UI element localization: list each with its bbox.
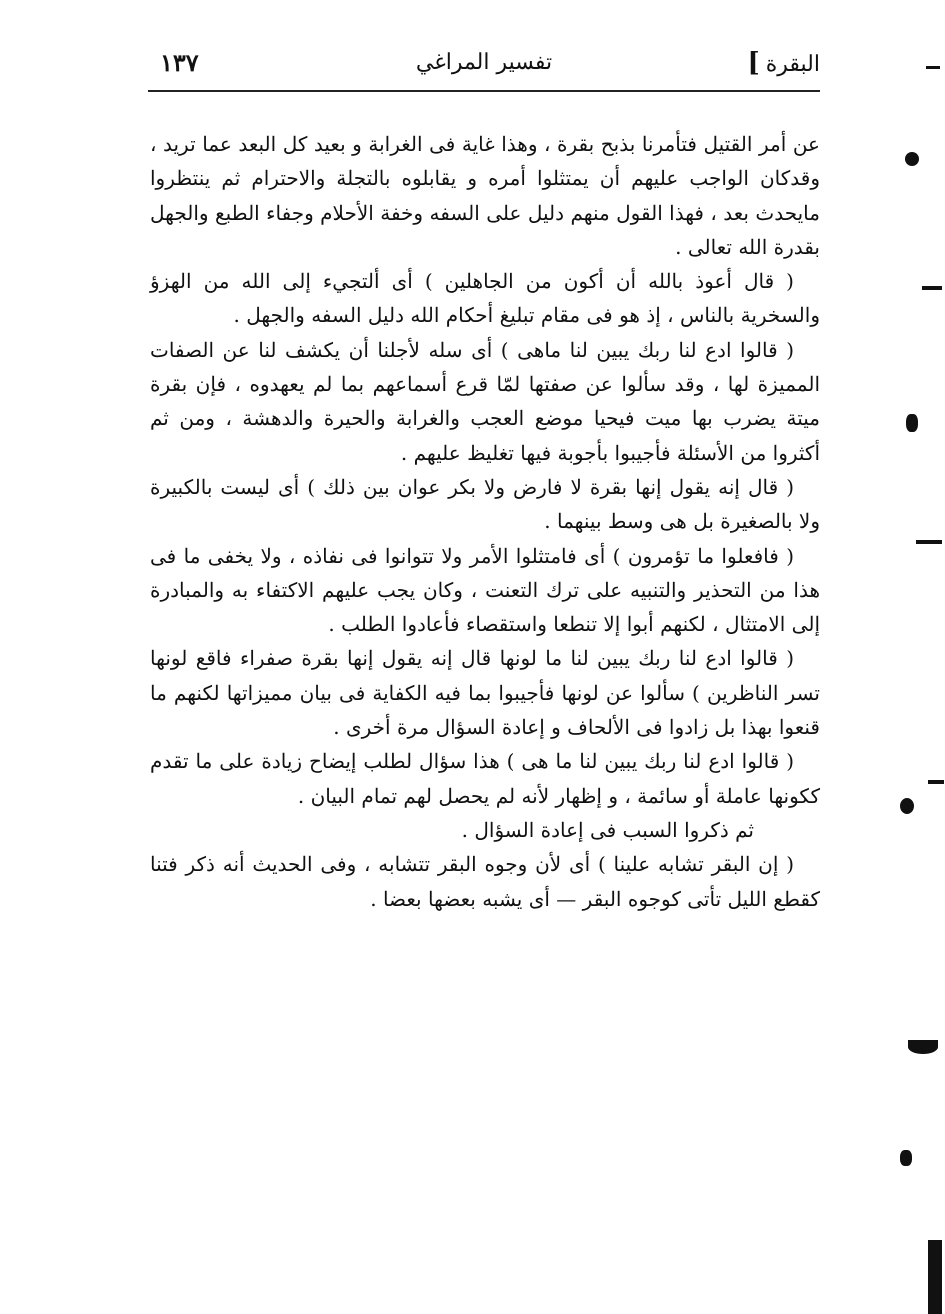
paragraph-2: ( قال أعوذ بالله أن أكون من الجاهلين ) أى ألتجيء إلى الله من الهزؤ والسخرية بالناس ، إذ هو فى مقام تبليغ أحكام الله دليل السفه والجهل . (150, 269, 820, 328)
page-body (150, 127, 820, 916)
paragraph-6: ( قالوا ادع لنا ربك يبين لنا ما لونها قال إنه يقول إنها بقرة صفراء فاقع لونها تسر الناظرين ) سألوا عن لونها فأجيبوا بما فيه الكفاية فى بيان مميزاتها لكنهم ما قنعوا بهذا بل زادوا فى الألحاف و إعادة السؤال مرة أخرى . (150, 646, 820, 740)
scan-edge (928, 1240, 942, 1314)
paragraph-7: ( قالوا ادع لنا ربك يبين لنا ما هى ) هذا سؤال لطلب إيضاح زيادة على ما تقدم ككونها عاملة أو سائمة ، و إظهار لأنه لم يحصل لهم تمام البيان . (150, 749, 820, 808)
scan-speck (900, 1150, 912, 1166)
scan-speck (928, 780, 944, 784)
scan-speck (908, 1040, 938, 1054)
scan-speck (922, 286, 942, 290)
scan-speck (905, 152, 919, 166)
paragraph-9: ( إن البقر تشابه علينا ) أى لأن وجوه البقر تتشابه ، وفى الحديث أنه ذكر فتنا كقطع الليل تأتى كوجوه البقر — أى يشبه بعضها بعضا . (150, 852, 820, 911)
page-header (148, 44, 820, 90)
scan-speck (906, 414, 918, 432)
scan-speck (926, 66, 940, 69)
paragraph-4: ( قال إنه يقول إنها بقرة لا فارض ولا بكر عوان بين ذلك ) أى ليست بالكبيرة ولا بالصغيرة بل هى وسط بينهما . (150, 474, 820, 534)
paragraph-1: عن أمر القتيل فتأمرنا بذبح بقرة ، وهذا غاية فى الغرابة و بعيد كل البعد عما تريد ، وقدكان الواجب عليهم أن يمتثلوا أمره و يقابلوه بالتجلة والاحترام ثم ينتظروا مايحدث بعد ، فهذا القول منهم دليل على السفه وخفة الأحلام وجفاء الطبع والجهل بقدرة الله تعالى . (150, 132, 820, 259)
paragraph-5: ( فافعلوا ما تؤمرون ) أى فامتثلوا الأمر ولا تتوانوا فى نفاذه ، ولا يخفى ما فى هذا من التحذير والتنبيه على ترك التعنت ، وكان يجب عليهم الاكتفاء به والمبادرة إلى الامتثال ، لكنهم أبوا إلا تنطعا واستقصاء فأعادوا الطلب . (150, 543, 820, 637)
page-number: ١٣٧ (160, 48, 199, 77)
scan-speck (900, 798, 914, 814)
header-divider (148, 90, 820, 92)
scan-speck (916, 540, 942, 544)
surah-name: البقرة (765, 52, 820, 77)
paragraph-3: ( قالوا ادع لنا ربك يبين لنا ماهى ) أى سله لأجلنا أن يكشف لنا عن الصفات المميزة لها ، وقد سألوا عن صفتها لمّا قرع أسماعهم بما لم يعهدوه ، فإن بقرة ميتة يضرب بها ميت فيحيا موضع العجب والغرابة والحيرة والدهشة ، ومن ثم أكثروا من الأسئلة فأجيبوا بأجوبة فيها تغليظ عليهم . (150, 337, 820, 465)
paragraph-8: ثم ذكروا السبب فى إعادة السؤال . (461, 817, 754, 842)
header-bracket: ] (747, 48, 760, 78)
running-head-title: تفسير المراغي (415, 50, 553, 75)
